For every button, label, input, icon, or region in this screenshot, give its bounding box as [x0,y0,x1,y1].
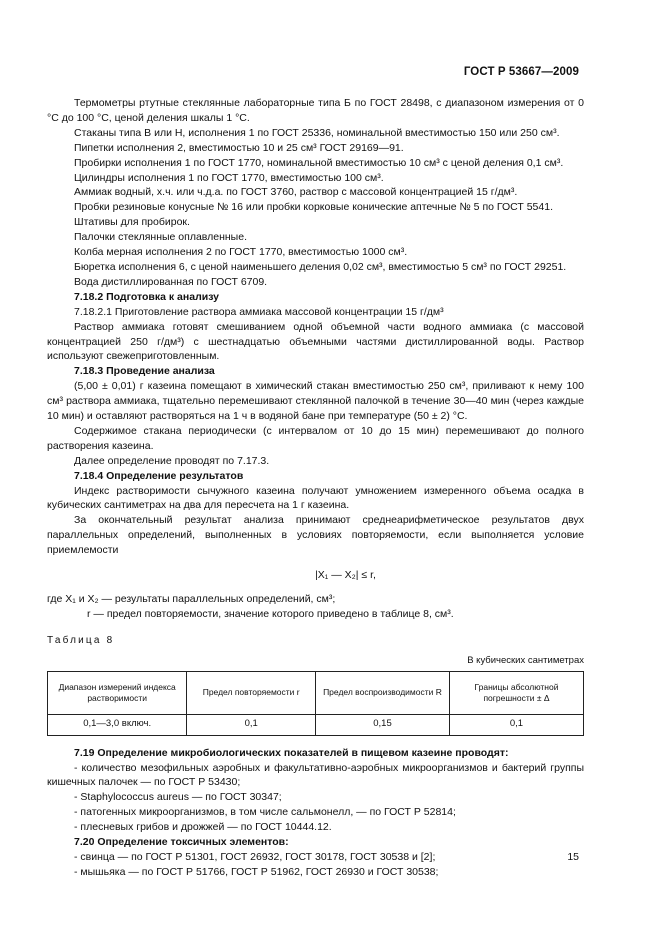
paragraph: Цилиндры исполнения 1 по ГОСТ 1770, вместимостью 100 см³. [74,171,384,184]
paragraph: Палочки стеклянные оплавленные. [74,231,247,244]
table-cell: 0,15 [315,714,449,735]
paragraph: Пипетки исполнения 2, вместимостью 10 и 25 см³ ГОСТ 29169—91. [74,141,404,154]
paragraphs-before-table [47,96,584,558]
table-caption: Таблица 8 [47,634,115,646]
precision-table [47,671,584,736]
paragraph: 7.18.3 Проведение анализа [74,365,215,378]
table-header-cell: Границы абсолютной погрешности ± Δ [449,671,583,714]
page-number: 15 [567,851,579,863]
paragraph: - Staphylococcus aureus — по ГОСТ 30347; [74,791,282,804]
table-cell: 0,1 [187,714,316,735]
paragraph: Аммиак водный, х.ч. или ч.д.а. по ГОСТ 3760, раствор с массовой концентрацией 15 г/дм³. [74,186,518,199]
paragraph: Бюретка исполнения 6, с ценой наименьшего деления 0,02 см³, вместимостью 5 см³ по ГОСТ 29251. [74,260,567,273]
paragraph: Индекс растворимости сычужного казеина получают умножением измеренного объема осадка в кубических сантиметрах на два для пересчета на 1 г казеина. [47,484,584,512]
table-units: В кубических сантиметрах [467,654,584,666]
paragraph: Пробки резиновые конусные № 16 или пробки корковые конические аптечные № 5 по ГОСТ 5541. [74,201,553,214]
paragraph: - патогенных микроорганизмов, в том числе сальмонелл, — по ГОСТ Р 52814; [74,806,456,819]
table-header-row [48,671,584,714]
document-id-header: ГОСТ Р 53667—2009 [463,66,579,78]
legend-line: где X₁ и X₂ — результаты параллельных определений, см³; [47,593,336,605]
paragraph: Раствор аммиака готовят смешиванием одной объемной части водного аммиака (с массовой концентрацией 250 г/дм³) с шестнадцатью объемными частями дистиллированной воды. Раствор используют свежеприготовленным. [47,320,584,363]
paragraph: Термометры ртутные стеклянные лабораторные типа Б по ГОСТ 28498, с диапазоном измерения от 0 °С до 100 °С, ценой деления шкалы 1 °С. [47,97,584,124]
table-header-cell: Предел воспроизводимости R [315,671,449,714]
paragraph: Колба мерная исполнения 2 по ГОСТ 1770, вместимостью 1000 см³. [74,246,408,259]
paragraph: 7.18.2 Подготовка к анализу [74,290,219,303]
table-header-cell: Предел повторяемости r [187,671,316,714]
table-cell: 0,1—3,0 включ. [48,714,187,735]
paragraph: Пробирки исполнения 1 по ГОСТ 1770, номинальной вместимостью 10 см³ с ценой деления 0,1 см³. [74,156,564,169]
paragraph: - количество мезофильных аэробных и факультативно-аэробных микроорганизмов и бактерий группы кишечных палочек — по ГОСТ Р 53430; [47,761,584,789]
paragraph: - мышьяка — по ГОСТ Р 51766, ГОСТ Р 51962, ГОСТ 26930 и ГОСТ 30538; [74,865,439,878]
table-header-cell: Диапазон измерений индекса растворимости [48,671,187,714]
table-cell: 0,1 [449,714,583,735]
repeatability-formula: |X₁ — X₂| ≤ r, [315,569,376,582]
paragraph: (5,00 ± 0,01) г казеина помещают в химический стакан вместимостью 250 см³, приливают к нему 100 см³ раствора аммиака, тщательно перемешивают стеклянной палочкой в течение 30—40 мин (через каждые 10 мин) и оставляют растворяться на 1 ч в водяной бане при температуре (50 ± 2) °С. [47,380,584,423]
paragraph: Далее определение проводят по 7.17.3. [74,454,270,467]
formula-legend [47,592,584,622]
paragraph: - плесневых грибов и дрожжей — по ГОСТ 10444.12. [74,821,332,834]
paragraph: 7.19 Определение микробиологических показателей в пищевом казеине проводят: [74,746,509,759]
paragraph: - свинца — по ГОСТ Р 51301, ГОСТ 26932, ГОСТ 30178, ГОСТ 30538 и [2]; [74,850,436,863]
paragraph: За окончательный результат анализа принимают среднеарифметическое результатов двух параллельных определений, выполненных в условиях повторяемости, если выполняется условие приемлемости [47,514,584,557]
paragraph: Штативы для пробирок. [74,216,190,229]
legend-line: r — предел повторяемости, значение которого приведено в таблице 8, см³. [87,607,454,620]
paragraphs-after-table [47,746,584,880]
paragraph: Вода дистиллированная по ГОСТ 6709. [74,275,268,288]
document-body [47,96,584,880]
table-row [48,714,584,735]
paragraph: 7.20 Определение токсичных элементов: [74,836,289,849]
paragraph: Содержимое стакана периодически (с интервалом от 10 до 15 мин) перемешивают до полного растворения казеина. [47,424,584,452]
paragraph: 7.18.2.1 Приготовление раствора аммиака массовой концентрации 15 г/дм³ [74,305,444,318]
paragraph: Стаканы типа В или Н, исполнения 1 по ГОСТ 25336, номинальной вместимостью 150 или 250 см³. [74,126,560,139]
paragraph: 7.18.4 Определение результатов [74,469,244,482]
